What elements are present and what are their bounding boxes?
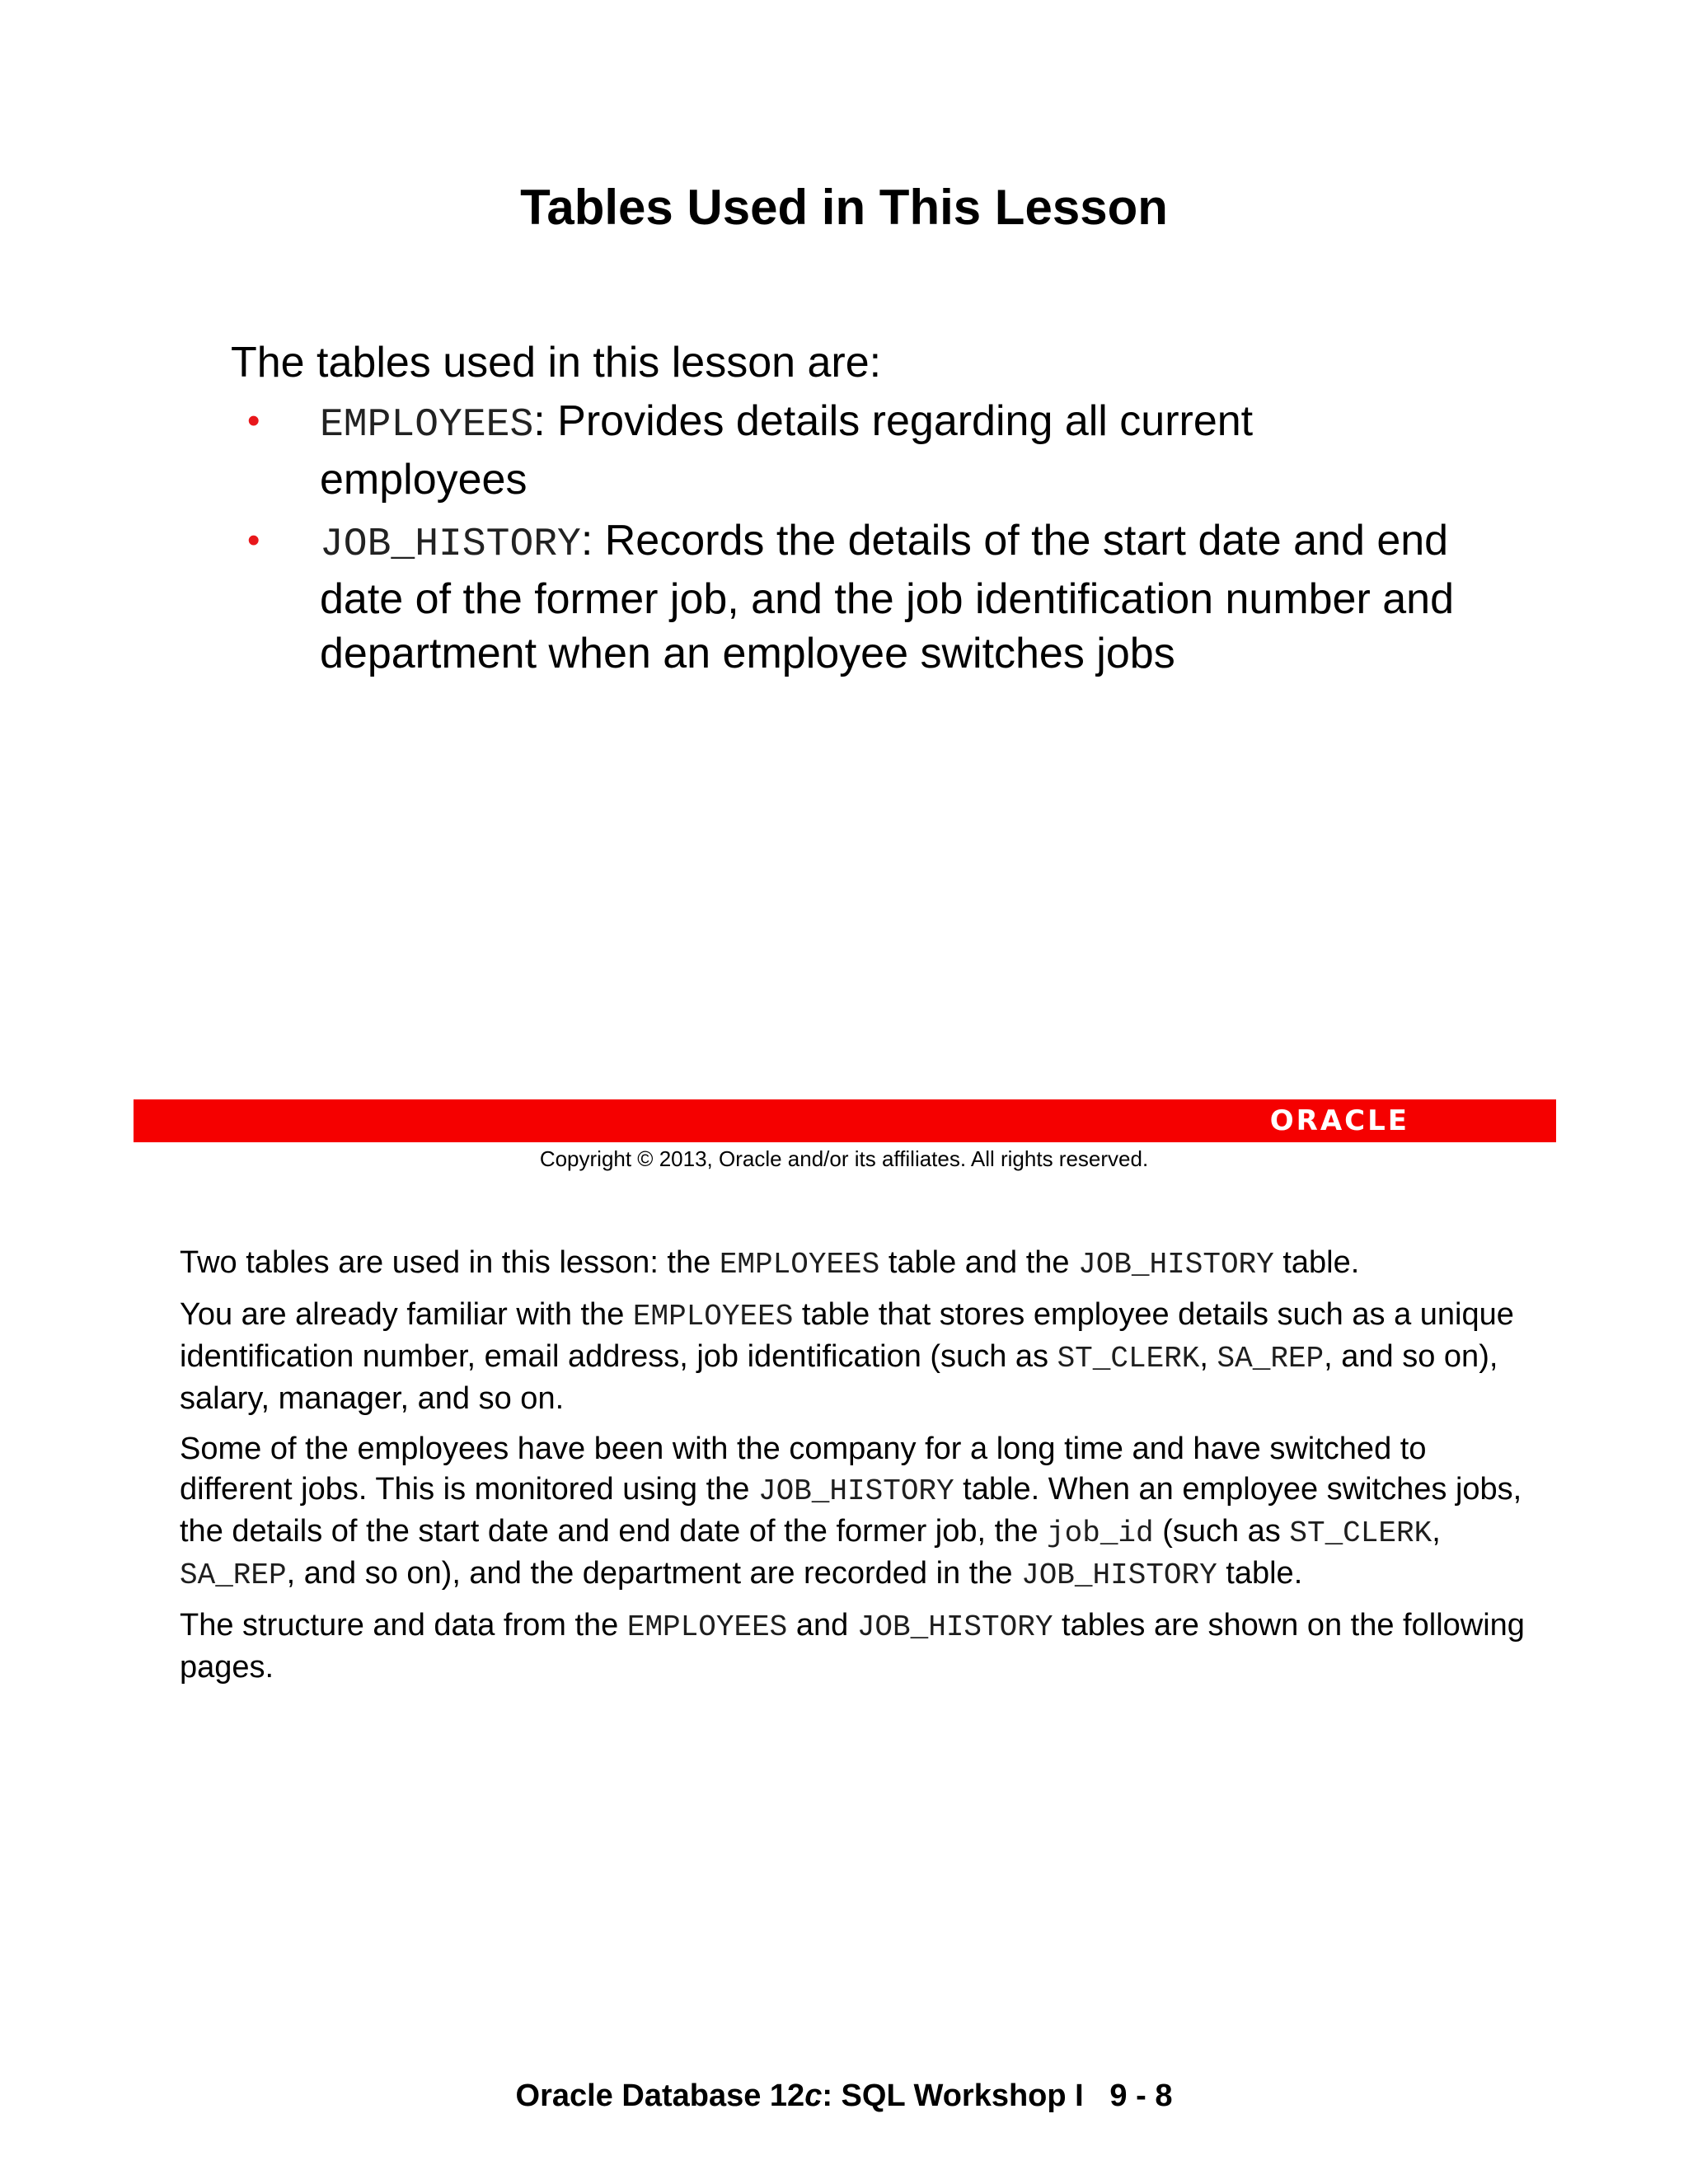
note-text: tables are shown on the following pages.: [180, 1608, 1525, 1685]
note-paragraph: [180, 1243, 1531, 1285]
bullet-list: [231, 394, 1467, 687]
bullet-item-job-history: [231, 513, 1467, 681]
code-text: JOB_HISTORY: [757, 1474, 954, 1508]
bullet-text: : Provides details regarding all current employees: [320, 397, 1254, 504]
note-text: table and the: [879, 1245, 1079, 1280]
code-text: JOB_HISTORY: [856, 1610, 1053, 1644]
note-paragraph: [180, 1605, 1531, 1688]
page-footer: [0, 2075, 1688, 2116]
note-text: , and so on), salary, manager, and so on.: [180, 1339, 1498, 1416]
note-text: (such as: [1153, 1514, 1290, 1549]
note-text: table that stores employee details such as a unique identification number, email address, job identification (such as: [180, 1297, 1514, 1374]
code-text: EMPLOYEES: [632, 1300, 794, 1333]
note-text: , and so on), and the department are recorded in the: [286, 1556, 1022, 1591]
bullet-item-employees: [231, 394, 1467, 507]
bullet-dot-icon: •: [247, 401, 260, 441]
note-text: table.: [1217, 1556, 1303, 1591]
slide-intro: The tables used in this lesson are:: [231, 339, 882, 387]
oracle-logo: ORACLE: [1269, 1104, 1409, 1137]
bullet-dot-icon: •: [247, 520, 260, 560]
bullet-text: : Records the details of the start date and end date of the former job, and the job identification number and department when an employee switches jobs: [320, 517, 1454, 677]
code-text: EMPLOYEES: [626, 1610, 788, 1644]
note-text: and: [787, 1608, 857, 1643]
note-text: Two tables are used in this lesson: the: [180, 1245, 720, 1280]
code-text: ST_CLERK: [1289, 1516, 1432, 1550]
copyright-text: Copyright © 2013, Oracle and/or its affiliates. All rights reserved.: [539, 1146, 1149, 1171]
table-name-code: JOB_HISTORY: [320, 523, 581, 567]
oracle-banner: [134, 1099, 1556, 1142]
footer-product: Oracle Database 12: [515, 2079, 805, 2113]
note-text: Some of the employees have been with the company for a long time and have switched to different jobs. This is monitored using the: [180, 1432, 1427, 1507]
note-paragraph: [180, 1429, 1531, 1596]
code-text: JOB_HISTORY: [1021, 1558, 1217, 1592]
code-text: EMPLOYEES: [719, 1248, 880, 1282]
footer-course: : SQL Workshop I: [822, 2079, 1084, 2113]
code-text: JOB_HISTORY: [1078, 1248, 1274, 1282]
footer-edition: c: [804, 2079, 823, 2113]
note-text: ,: [1432, 1514, 1441, 1549]
note-text: table.: [1273, 1245, 1360, 1280]
code-text: job_id: [1047, 1516, 1154, 1550]
code-text: SA_REP: [180, 1558, 287, 1592]
note-text: You are already familiar with the: [180, 1297, 633, 1332]
note-text: table. When an employee switches jobs, the details of the start date and end date of the former job, the: [180, 1472, 1522, 1549]
note-text: The structure and data from the: [180, 1608, 627, 1643]
notes-section: [180, 1243, 1531, 1698]
note-paragraph: [180, 1295, 1531, 1419]
slide-title: Tables Used in This Lesson: [520, 180, 1168, 235]
table-name-code: EMPLOYEES: [320, 403, 534, 448]
note-text: ,: [1199, 1339, 1217, 1374]
code-text: ST_CLERK: [1057, 1342, 1200, 1376]
code-text: SA_REP: [1217, 1342, 1325, 1376]
page-number: 9 - 8: [1109, 2079, 1173, 2113]
